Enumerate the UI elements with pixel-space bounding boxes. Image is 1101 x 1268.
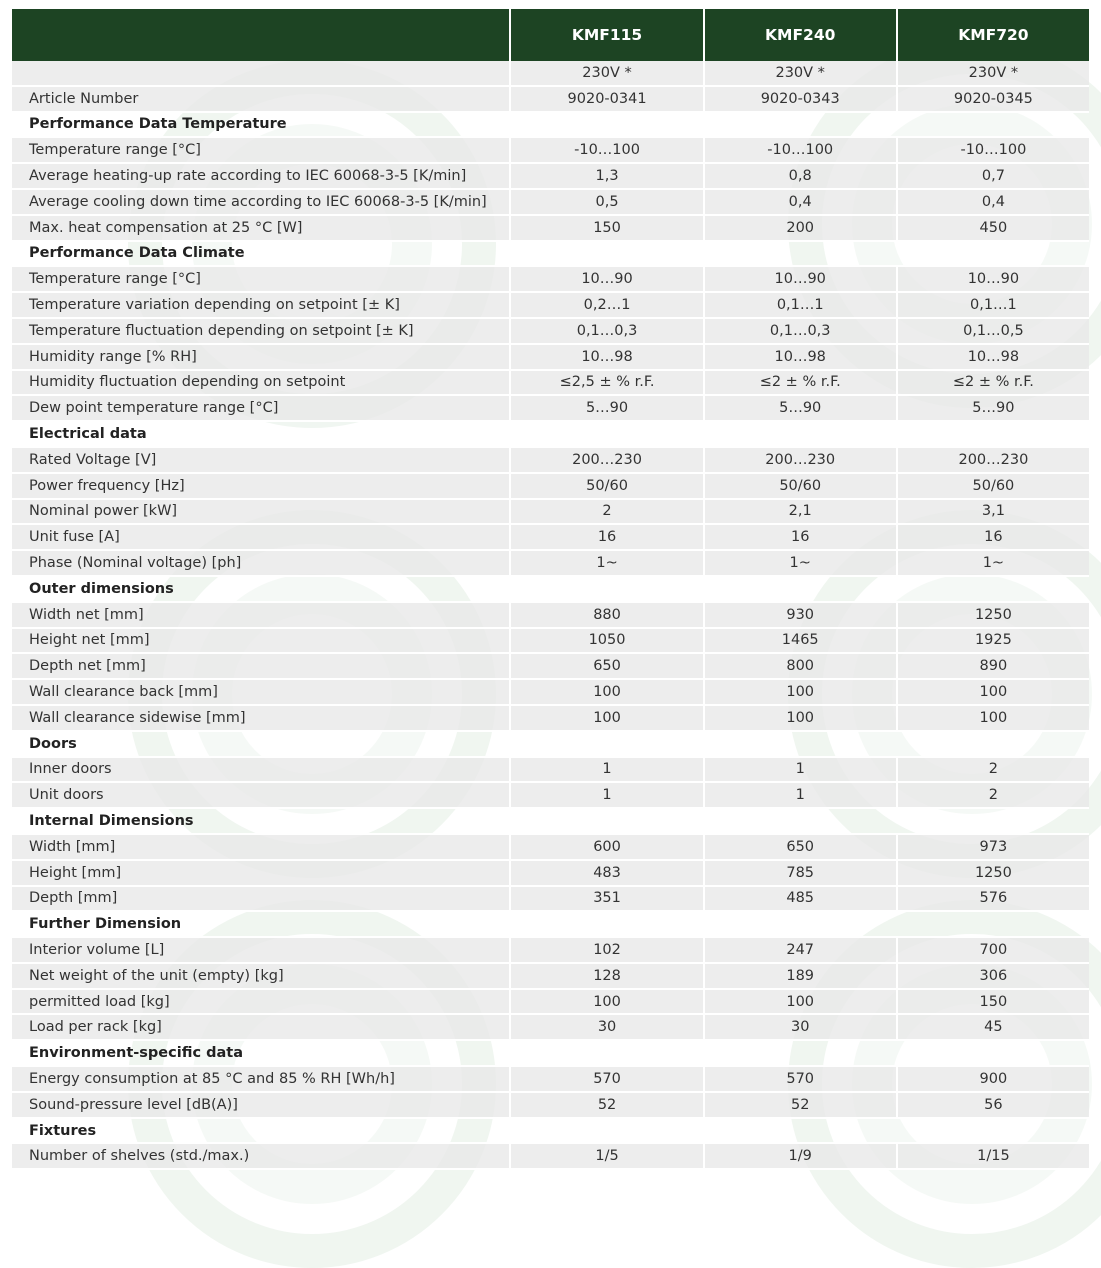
section-header-row xyxy=(12,732,1089,758)
row-label: Power frequency [Hz] xyxy=(12,474,509,500)
row-label: permitted load [kg] xyxy=(12,990,509,1016)
row-label: Average heating-up rate according to IEC 60068-3-5 [K/min] xyxy=(12,164,509,190)
row-value: 0,1…0,3 xyxy=(703,319,896,345)
row-value: 10…98 xyxy=(509,345,702,371)
table-row xyxy=(12,396,1089,422)
table-row xyxy=(12,190,1089,216)
row-value: 100 xyxy=(896,706,1089,732)
row-value: 189 xyxy=(703,964,896,990)
row-label: Height net [mm] xyxy=(12,629,509,655)
row-value: 973 xyxy=(896,835,1089,861)
row-value: 16 xyxy=(896,525,1089,551)
table-row xyxy=(12,87,1089,113)
row-value: 650 xyxy=(703,835,896,861)
row-value: ≤2,5 ± % r.F. xyxy=(509,371,702,397)
table-row xyxy=(12,164,1089,190)
row-value: 16 xyxy=(509,525,702,551)
row-value: 100 xyxy=(703,990,896,1016)
table-row xyxy=(12,938,1089,964)
row-label: Energy consumption at 85 °C and 85 % RH [Wh/h] xyxy=(12,1067,509,1093)
row-value: 5…90 xyxy=(896,396,1089,422)
row-value: 1250 xyxy=(896,861,1089,887)
row-value: 1925 xyxy=(896,629,1089,655)
table-row xyxy=(12,964,1089,990)
row-value: 9020-0341 xyxy=(509,87,702,113)
row-value: 9020-0343 xyxy=(703,87,896,113)
row-value: -10…100 xyxy=(896,138,1089,164)
section-header-row xyxy=(12,809,1089,835)
row-value: 0,1…1 xyxy=(896,293,1089,319)
row-value: 230V * xyxy=(509,61,702,87)
section-title: Further Dimension xyxy=(12,912,1089,938)
row-value: ≤2 ± % r.F. xyxy=(703,371,896,397)
row-value: 570 xyxy=(703,1067,896,1093)
table-row xyxy=(12,500,1089,526)
table-row xyxy=(12,448,1089,474)
section-title: Outer dimensions xyxy=(12,577,1089,603)
row-value: 800 xyxy=(703,654,896,680)
row-value: 306 xyxy=(896,964,1089,990)
row-label: Phase (Nominal voltage) [ph] xyxy=(12,551,509,577)
row-value: 0,5 xyxy=(509,190,702,216)
table-row xyxy=(12,1093,1089,1119)
row-value: 2 xyxy=(896,758,1089,784)
row-value: 1 xyxy=(509,758,702,784)
row-label: Temperature range [°C] xyxy=(12,267,509,293)
row-label: Interior volume [L] xyxy=(12,938,509,964)
row-value: 200 xyxy=(703,216,896,242)
section-title: Performance Data Temperature xyxy=(12,113,1089,139)
section-header-row xyxy=(12,422,1089,448)
row-value: 16 xyxy=(703,525,896,551)
row-value: 0,4 xyxy=(703,190,896,216)
row-value: 150 xyxy=(509,216,702,242)
row-value: 2 xyxy=(509,500,702,526)
row-value: 0,1…0,3 xyxy=(509,319,702,345)
row-label: Net weight of the unit (empty) [kg] xyxy=(12,964,509,990)
header-model-kmf720: KMF720 xyxy=(896,9,1089,61)
row-value: 880 xyxy=(509,603,702,629)
row-value: 1250 xyxy=(896,603,1089,629)
section-title: Fixtures xyxy=(12,1119,1089,1145)
row-value: 0,8 xyxy=(703,164,896,190)
row-value: 900 xyxy=(896,1067,1089,1093)
table-row xyxy=(12,216,1089,242)
row-value: 100 xyxy=(896,680,1089,706)
section-title: Performance Data Climate xyxy=(12,242,1089,268)
table-row xyxy=(12,835,1089,861)
row-value: 30 xyxy=(509,1015,702,1041)
row-value: 785 xyxy=(703,861,896,887)
spec-table xyxy=(12,9,1089,1170)
row-value: 45 xyxy=(896,1015,1089,1041)
row-value: 5…90 xyxy=(509,396,702,422)
row-label: Inner doors xyxy=(12,758,509,784)
row-value: 5…90 xyxy=(703,396,896,422)
row-label: Wall clearance sidewise [mm] xyxy=(12,706,509,732)
row-label: Max. heat compensation at 25 °C [W] xyxy=(12,216,509,242)
row-value: 230V * xyxy=(896,61,1089,87)
table-body xyxy=(12,61,1089,1170)
table-row xyxy=(12,1067,1089,1093)
row-label: Unit doors xyxy=(12,783,509,809)
section-title: Electrical data xyxy=(12,422,1089,448)
row-value: 200…230 xyxy=(509,448,702,474)
table-row xyxy=(12,1015,1089,1041)
header-model-kmf240: KMF240 xyxy=(703,9,896,61)
section-header-row xyxy=(12,1041,1089,1067)
row-label: Height [mm] xyxy=(12,861,509,887)
table-row xyxy=(12,525,1089,551)
section-title: Doors xyxy=(12,732,1089,758)
row-value: 0,1…0,5 xyxy=(896,319,1089,345)
row-label: Temperature variation depending on setpoint [± K] xyxy=(12,293,509,319)
section-header-row xyxy=(12,113,1089,139)
table-row xyxy=(12,267,1089,293)
row-value: 10…98 xyxy=(703,345,896,371)
row-value: 9020-0345 xyxy=(896,87,1089,113)
row-value: 100 xyxy=(703,706,896,732)
row-value: 10…90 xyxy=(896,267,1089,293)
table-row xyxy=(12,1144,1089,1170)
row-value: 128 xyxy=(509,964,702,990)
table-row xyxy=(12,371,1089,397)
row-value: 100 xyxy=(703,680,896,706)
row-label: Article Number xyxy=(12,87,509,113)
row-value: 1,3 xyxy=(509,164,702,190)
row-value: 485 xyxy=(703,887,896,913)
row-label: Depth net [mm] xyxy=(12,654,509,680)
row-value: 50/60 xyxy=(509,474,702,500)
row-value: 576 xyxy=(896,887,1089,913)
section-title: Internal Dimensions xyxy=(12,809,1089,835)
row-label: Wall clearance back [mm] xyxy=(12,680,509,706)
row-value: 1~ xyxy=(703,551,896,577)
row-value: 10…90 xyxy=(509,267,702,293)
row-value: 56 xyxy=(896,1093,1089,1119)
header-model-kmf115: KMF115 xyxy=(509,9,702,61)
row-value: 1 xyxy=(703,783,896,809)
row-value: 0,1…1 xyxy=(703,293,896,319)
row-value: 930 xyxy=(703,603,896,629)
table-row xyxy=(12,758,1089,784)
row-label: Width [mm] xyxy=(12,835,509,861)
row-value: 50/60 xyxy=(896,474,1089,500)
row-value: 650 xyxy=(509,654,702,680)
row-value: 450 xyxy=(896,216,1089,242)
row-value: 100 xyxy=(509,706,702,732)
row-label: Humidity range [% RH] xyxy=(12,345,509,371)
row-value: 570 xyxy=(509,1067,702,1093)
row-value: 3,1 xyxy=(896,500,1089,526)
row-value: 200…230 xyxy=(703,448,896,474)
table-row xyxy=(12,138,1089,164)
row-value: 247 xyxy=(703,938,896,964)
row-value: 2,1 xyxy=(703,500,896,526)
row-value: 230V * xyxy=(703,61,896,87)
section-header-row xyxy=(12,912,1089,938)
row-value: 1 xyxy=(509,783,702,809)
row-label: Unit fuse [A] xyxy=(12,525,509,551)
table-row xyxy=(12,474,1089,500)
row-value: 10…90 xyxy=(703,267,896,293)
row-label: Average cooling down time according to IEC 60068-3-5 [K/min] xyxy=(12,190,509,216)
row-value: 1/9 xyxy=(703,1144,896,1170)
row-label: Nominal power [kW] xyxy=(12,500,509,526)
row-value: 1~ xyxy=(509,551,702,577)
row-label: Width net [mm] xyxy=(12,603,509,629)
row-label: Sound-pressure level [dB(A)] xyxy=(12,1093,509,1119)
table-row xyxy=(12,706,1089,732)
row-value: 0,2…1 xyxy=(509,293,702,319)
table-row xyxy=(12,861,1089,887)
row-value: 50/60 xyxy=(703,474,896,500)
section-header-row xyxy=(12,577,1089,603)
section-header-row xyxy=(12,1119,1089,1145)
row-value: 52 xyxy=(703,1093,896,1119)
row-value: 1050 xyxy=(509,629,702,655)
row-value: -10…100 xyxy=(509,138,702,164)
table-row xyxy=(12,319,1089,345)
table-row xyxy=(12,629,1089,655)
row-value: 1465 xyxy=(703,629,896,655)
row-value: 890 xyxy=(896,654,1089,680)
row-label: Humidity fluctuation depending on setpoint xyxy=(12,371,509,397)
row-value: 200…230 xyxy=(896,448,1089,474)
row-value: 102 xyxy=(509,938,702,964)
row-value: 1/5 xyxy=(509,1144,702,1170)
row-label: Load per rack [kg] xyxy=(12,1015,509,1041)
row-value: 2 xyxy=(896,783,1089,809)
row-label: Dew point temperature range [°C] xyxy=(12,396,509,422)
row-value: 30 xyxy=(703,1015,896,1041)
row-label: Rated Voltage [V] xyxy=(12,448,509,474)
row-value: 10…98 xyxy=(896,345,1089,371)
row-label: Depth [mm] xyxy=(12,887,509,913)
table-row xyxy=(12,345,1089,371)
header-blank-cell xyxy=(12,9,509,61)
row-value: 52 xyxy=(509,1093,702,1119)
row-value: 0,7 xyxy=(896,164,1089,190)
row-value: 600 xyxy=(509,835,702,861)
row-value: 1 xyxy=(703,758,896,784)
row-value: 100 xyxy=(509,990,702,1016)
table-row xyxy=(12,783,1089,809)
section-header-row xyxy=(12,242,1089,268)
table-row xyxy=(12,61,1089,87)
row-value: 1~ xyxy=(896,551,1089,577)
table-row xyxy=(12,551,1089,577)
row-value: 700 xyxy=(896,938,1089,964)
row-value: 100 xyxy=(509,680,702,706)
table-row xyxy=(12,603,1089,629)
table-row xyxy=(12,680,1089,706)
row-value: 351 xyxy=(509,887,702,913)
table-row xyxy=(12,293,1089,319)
table-row xyxy=(12,990,1089,1016)
row-value: 483 xyxy=(509,861,702,887)
row-label xyxy=(12,61,509,87)
section-title: Environment-specific data xyxy=(12,1041,1089,1067)
row-label: Temperature fluctuation depending on setpoint [± K] xyxy=(12,319,509,345)
row-value: 1/15 xyxy=(896,1144,1089,1170)
table-header xyxy=(12,9,1089,61)
row-value: 0,4 xyxy=(896,190,1089,216)
table-row xyxy=(12,887,1089,913)
row-value: 150 xyxy=(896,990,1089,1016)
table-row xyxy=(12,654,1089,680)
row-label: Temperature range [°C] xyxy=(12,138,509,164)
row-value: -10…100 xyxy=(703,138,896,164)
row-value: ≤2 ± % r.F. xyxy=(896,371,1089,397)
row-label: Number of shelves (std./max.) xyxy=(12,1144,509,1170)
